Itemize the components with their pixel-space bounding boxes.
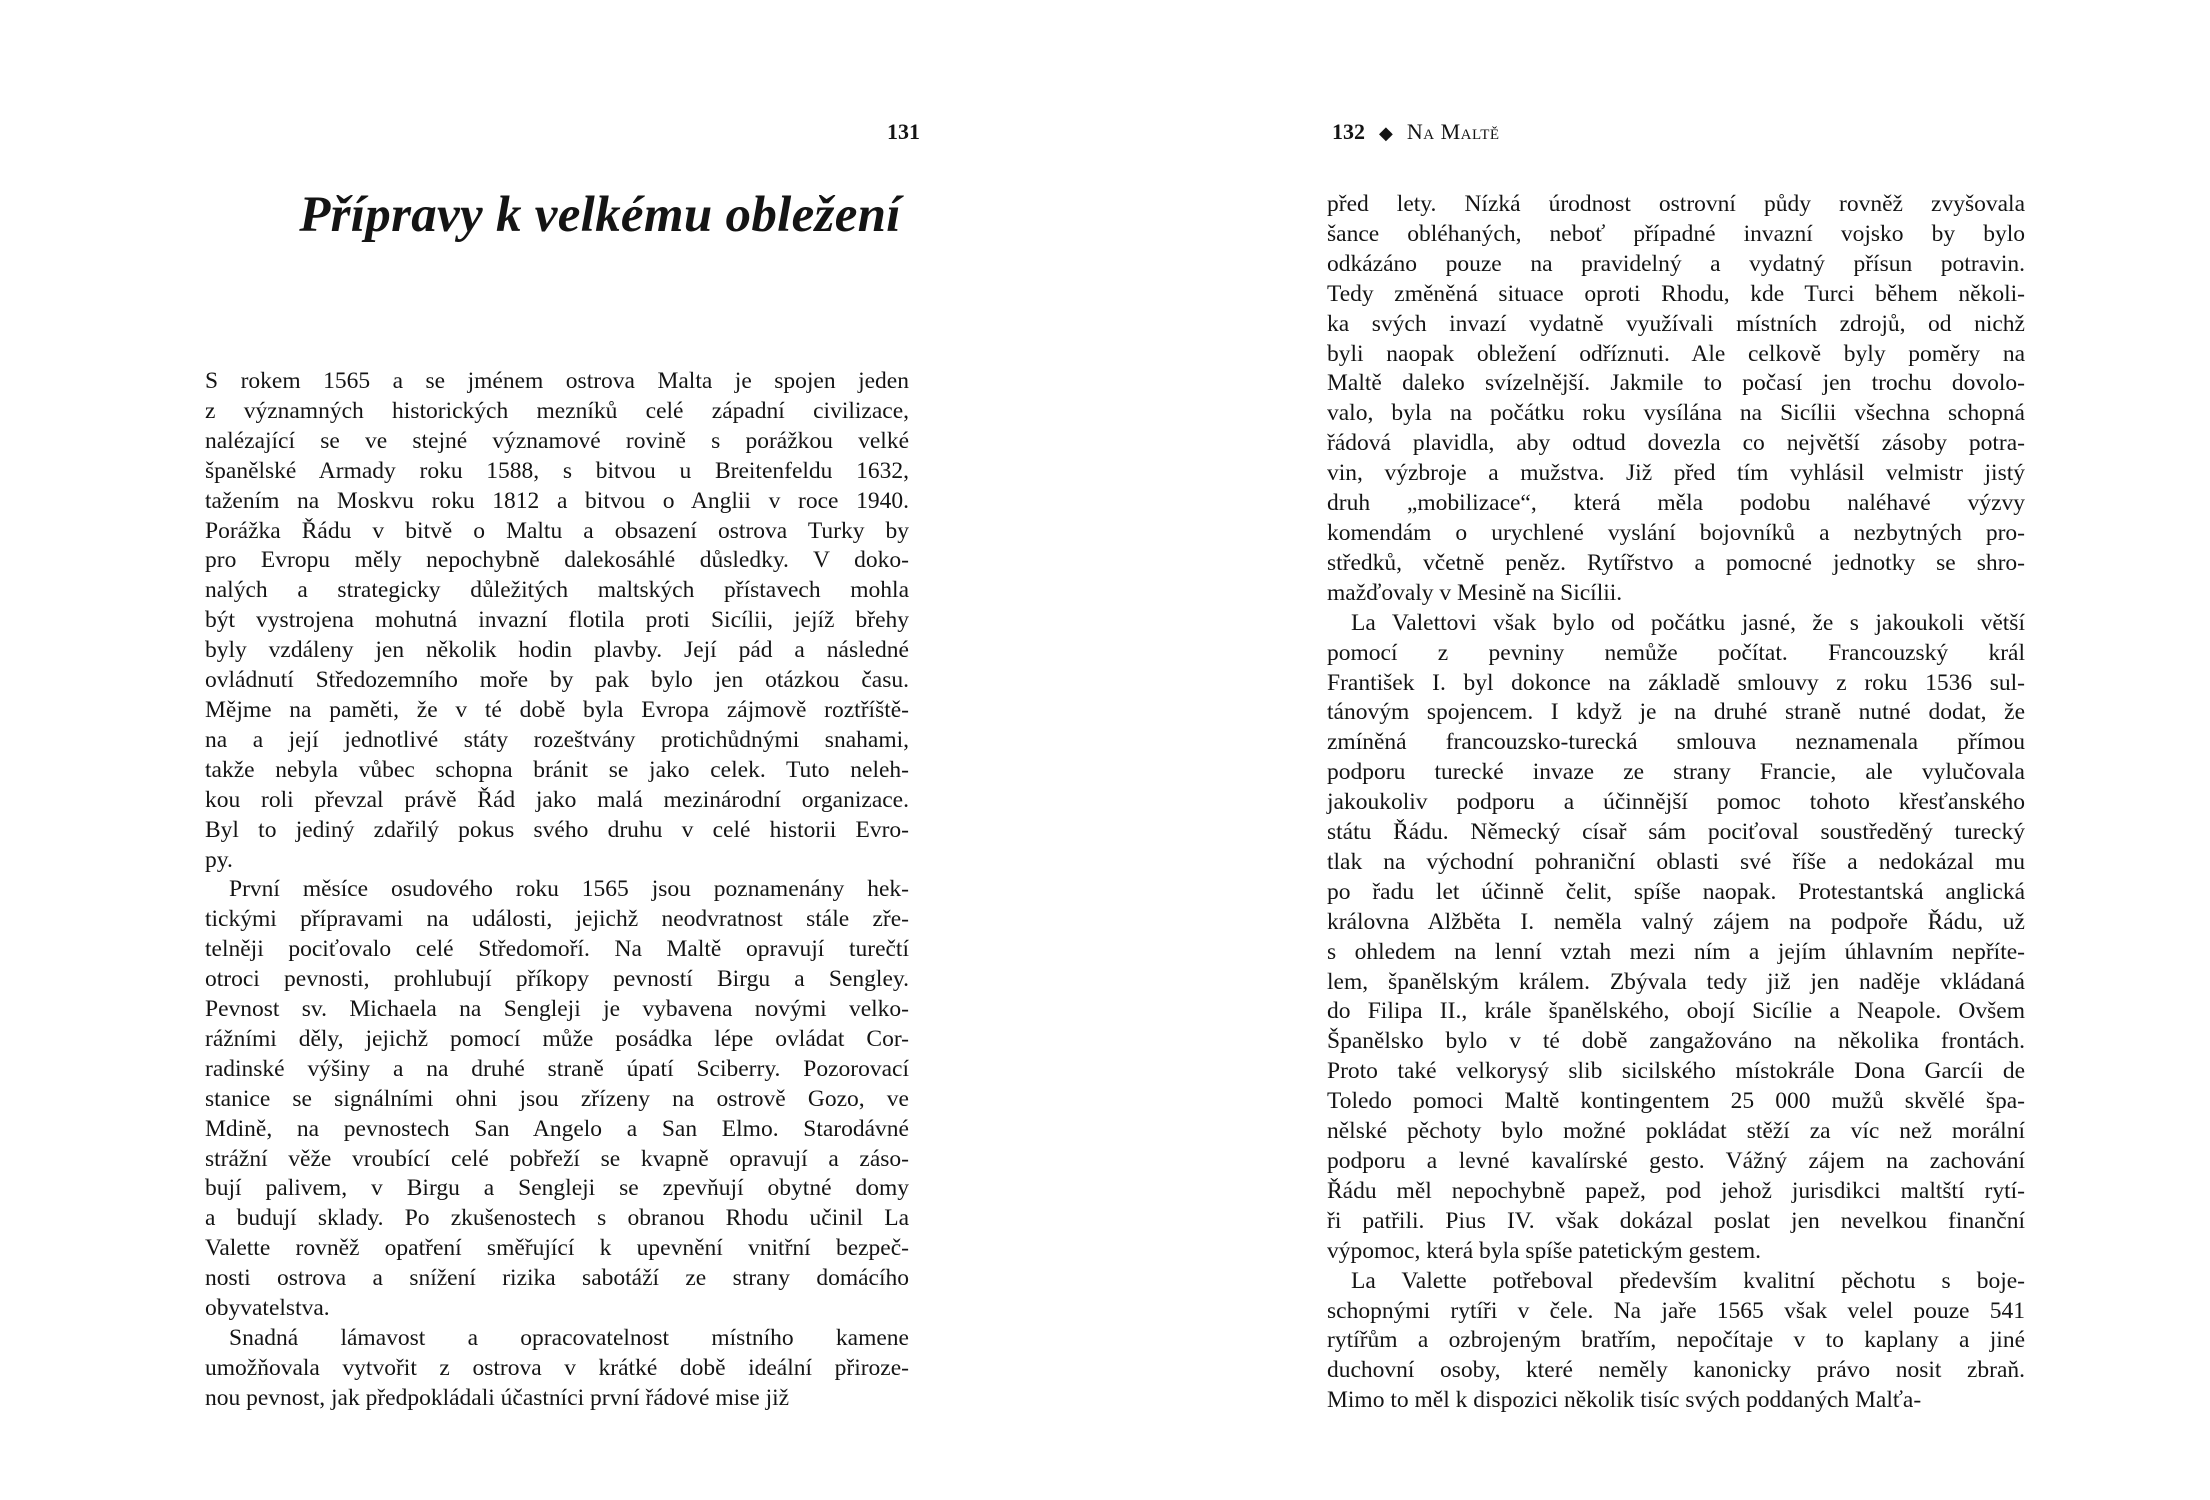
text-line: Mějme na paměti, že v té době byla Evropa zájmově roztříště- — [205, 696, 909, 723]
text-line: byli naopak obležení odříznuti. Ale celkově byly poměry na — [1327, 340, 2025, 367]
text-line: Valette rovněž opatření směřující k upevnění vnitřní bezpeč- — [205, 1235, 909, 1262]
text-line: Řádu měl nepochybně papež, pod jehož jurisdikci maltští rytí- — [1327, 1177, 2025, 1204]
text-line: bují palivem, v Birgu a Sengleji se zpevňují obytné domy — [205, 1175, 909, 1202]
text-line: La Valette potřeboval především kvalitní pěchotu s boje- — [1351, 1267, 2025, 1294]
text-line: pomocí z pevniny nemůže počítat. Francouzský král — [1327, 639, 2025, 666]
text-line: Porážka Řádu v bitvě o Maltu a obsazení ostrova Turky by — [205, 517, 909, 544]
text-line: tažením na Moskvu roku 1812 a bitvou o Anglii v roce 1940. — [205, 487, 909, 514]
text-line: stanice se signálními ohni jsou zřízeny na ostrově Gozo, ve — [205, 1085, 909, 1112]
text-line: ka svých invazí vydatně využívali místních zdrojů, od nichž — [1327, 310, 2025, 337]
text-line: z významných historických mezníků celé západní civilizace, — [205, 397, 909, 424]
text-line: Proto také velkorysý slib sicilského místokrále Dona Garcíi de — [1327, 1058, 2025, 1085]
paragraph — [205, 367, 909, 875]
text-line: odkázáno pouze na pravidelný a vydatný přísun potravin. — [1327, 250, 2025, 277]
text-line: radinské výšiny a na druhé straně úpatí Sciberry. Pozorovací — [205, 1055, 909, 1082]
text-line: telněji pociťovalo celé Středomoří. Na Maltě opravují turečtí — [205, 936, 909, 963]
text-line: strážní věže vroubící celé pobřeží se kvapně opravují a záso- — [205, 1145, 909, 1172]
text-line: duchovní osoby, které neměly kanonicky právo nosit zbraň. — [1327, 1357, 2025, 1384]
right-page — [1105, 0, 2210, 1500]
text-line: vin, výzbroje a mužstva. Již před tím vyhlásil velmistr jistý — [1327, 460, 2025, 487]
text-line: rážními děly, jejichž pomocí může posádka lépe ovládat Cor- — [205, 1025, 909, 1052]
text-line: byly vzdáleny jen několik hodin plavby. Její pád a následné — [205, 637, 909, 664]
text-line: pro Evropu měly nepochybně dalekosáhlé důsledky. V doko- — [205, 547, 909, 574]
text-line: podporu a levné kavalírské gesto. Vážný zájem na zachování — [1327, 1148, 2025, 1174]
text-line: tánovým spojencem. I když je na druhé straně nutné dodat, že — [1327, 699, 2025, 726]
text-line: středků, včetně peněz. Rytířstvo a pomocné jednotky se shro- — [1327, 549, 2025, 576]
text-line: obyvatelstva. — [205, 1295, 330, 1322]
text-line: Španělsko bylo v té době zangažováno na několika frontách. — [1327, 1028, 2025, 1055]
text-line: La Valettovi však bylo od počátku jasné, že s jakoukoli větší — [1351, 609, 2025, 636]
text-line: mažďovaly v Mesině na Sicílii. — [1327, 579, 1623, 606]
text-line: Pevnost sv. Michaela na Sengleji je vybavena novými velko- — [205, 996, 909, 1023]
text-line: kou roli převzal právě Řád jako malá mezinárodní organizace. — [205, 786, 909, 813]
text-line: Snadná lámavost a opracovatelnost místního kamene — [229, 1325, 909, 1351]
text-line: Byl to jediný zdařilý pokus svého druhu v celé historii Evro- — [205, 816, 909, 843]
page-number: 131 — [887, 119, 920, 144]
text-line: komendám o urychlené vyslání bojovníků a nezbytných pro- — [1327, 519, 2025, 546]
text-line: před lety. Nízká úrodnost ostrovní půdy rovněž zvyšovala — [1327, 191, 2025, 217]
text-line: ovládnutí Středozemního moře by pak bylo jen otázkou času. — [205, 667, 909, 694]
text-line: nalých a strategicky důležitých maltských přístavech mohla — [205, 577, 909, 604]
text-line: nělské pěchoty bylo možné pokládat stěží za víc než morální — [1327, 1118, 2025, 1145]
text-line: nalézající se ve stejné významové rovině s porážkou velké — [205, 427, 909, 454]
text-line: jakoukoliv podporu a účinnější pomoc tohoto křesťanského — [1327, 789, 2025, 816]
text-line: státu Řádu. Německý císař sám pociťoval soustředěný turecký — [1327, 819, 2025, 846]
text-line: Toledo pomoci Maltě kontingentem 25 000 mužů skvělé špa- — [1327, 1088, 2025, 1115]
text-line: nou pevnost, jak předpokládali účastníci první řádové mise již — [205, 1384, 790, 1411]
text-line: výpomoc, která byla spíše patetickým gestem. — [1327, 1237, 1761, 1264]
chapter-title: Přípravy k velkému obležení — [299, 187, 901, 243]
text-line: a budují sklady. Po zkušenostech s obranou Rhodu učinil La — [205, 1205, 909, 1232]
text-line: Tedy změněná situace oproti Rhodu, kde Turci během několi- — [1327, 280, 2025, 307]
text-line: na a její jednotlivé státy rozeštvány protichůdnými snahami, — [205, 726, 909, 753]
text-line: nosti ostrova a snížení rizika sabotáží ze strany domácího — [205, 1265, 909, 1292]
paragraph — [205, 875, 909, 1324]
text-line: lem, španělským králem. Zbývala tedy již jen naděje vkládaná — [1327, 968, 2025, 995]
text-line: Mdině, na pevnostech San Angelo a San Elmo. Starodávné — [205, 1115, 909, 1142]
text-line: být vystrojena mohutná invazní flotila proti Sicílii, jejíž břehy — [205, 607, 909, 634]
page-number: 132 — [1332, 119, 1365, 144]
text-line: takže nebyla vůbec schopna bránit se jako celek. Tuto neleh- — [205, 756, 909, 783]
text-line: do Filipa II., krále španělského, obojí Sicílie a Neapole. Ovšem — [1327, 998, 2025, 1025]
text-line: tlak na východní pohraniční oblasti své říše a nedokázal mu — [1327, 848, 2025, 875]
diamond-ornament-icon: ◆ — [1379, 123, 1393, 143]
text-line: druh „mobilizace“, která měla podobu naléhavé výzvy — [1327, 490, 2025, 517]
text-line: py. — [205, 846, 233, 873]
text-line: První měsíce osudového roku 1565 jsou poznamenány hek- — [229, 876, 909, 903]
text-line: s ohledem na lenní vztah mezi ním a jejím úhlavním nepříte- — [1327, 938, 2025, 965]
text-line: František I. byl dokonce na základě smlouvy z roku 1536 sul- — [1327, 669, 2025, 696]
paragraph — [1327, 190, 2025, 609]
body-text — [1327, 190, 2025, 1416]
body-text — [205, 367, 909, 1414]
text-line: valo, byla na počátku roku vysílána na Sicílii všechna schopná — [1327, 400, 2025, 427]
page-header — [1332, 118, 1500, 147]
text-line: královna Alžběta I. neměla valný zájem na podpoře Řádu, už — [1327, 908, 2025, 935]
paragraph — [205, 1324, 909, 1414]
text-line: po řadu let účinně čelit, spíše naopak. Protestantská anglická — [1327, 878, 2025, 905]
text-line: zmíněná francouzsko-turecká smlouva neznamenala přímou — [1327, 729, 2025, 756]
text-line: podporu turecké invaze ze strany Francie, ale vylučovala — [1327, 759, 2025, 786]
text-line: tickými přípravami na události, jejichž neodvratnost stále zře- — [205, 906, 909, 933]
text-line: otroci pevnosti, prohlubují příkopy pevností Birgu a Sengley. — [205, 966, 909, 993]
paragraph — [1327, 609, 2025, 1267]
text-line: španělské Armady roku 1588, s bitvou u Breitenfeldu 1632, — [205, 457, 909, 484]
running-head: Na Maltě — [1406, 119, 1500, 144]
text-line: Maltě daleko svízelnější. Jakmile to počasí jen trochu dovolo- — [1327, 370, 2025, 397]
text-line: schopnými rytíři v čele. Na jaře 1565 však velel pouze 541 — [1327, 1297, 2025, 1324]
text-line: řádová plavidla, aby odtud dovezla co největší zásoby potra- — [1327, 430, 2025, 457]
text-line: ři patřili. Pius IV. však dokázal poslat jen nevelkou finanční — [1327, 1207, 2025, 1234]
text-line: Mimo to měl k dispozici několik tisíc svých poddaných Malťa- — [1327, 1387, 1922, 1414]
text-line: umožňovala vytvořit z ostrova v krátké době ideální přiroze- — [205, 1354, 909, 1381]
paragraph — [1327, 1267, 2025, 1417]
text-line: šance obléhaných, neboť případné invazní vojsko by bylo — [1327, 220, 2025, 247]
text-line: rytířům a ozbrojeným bratřím, nepočítaje v to kaplany a jiné — [1327, 1327, 2025, 1354]
text-line: S rokem 1565 a se jménem ostrova Malta je spojen jeden — [205, 368, 909, 394]
